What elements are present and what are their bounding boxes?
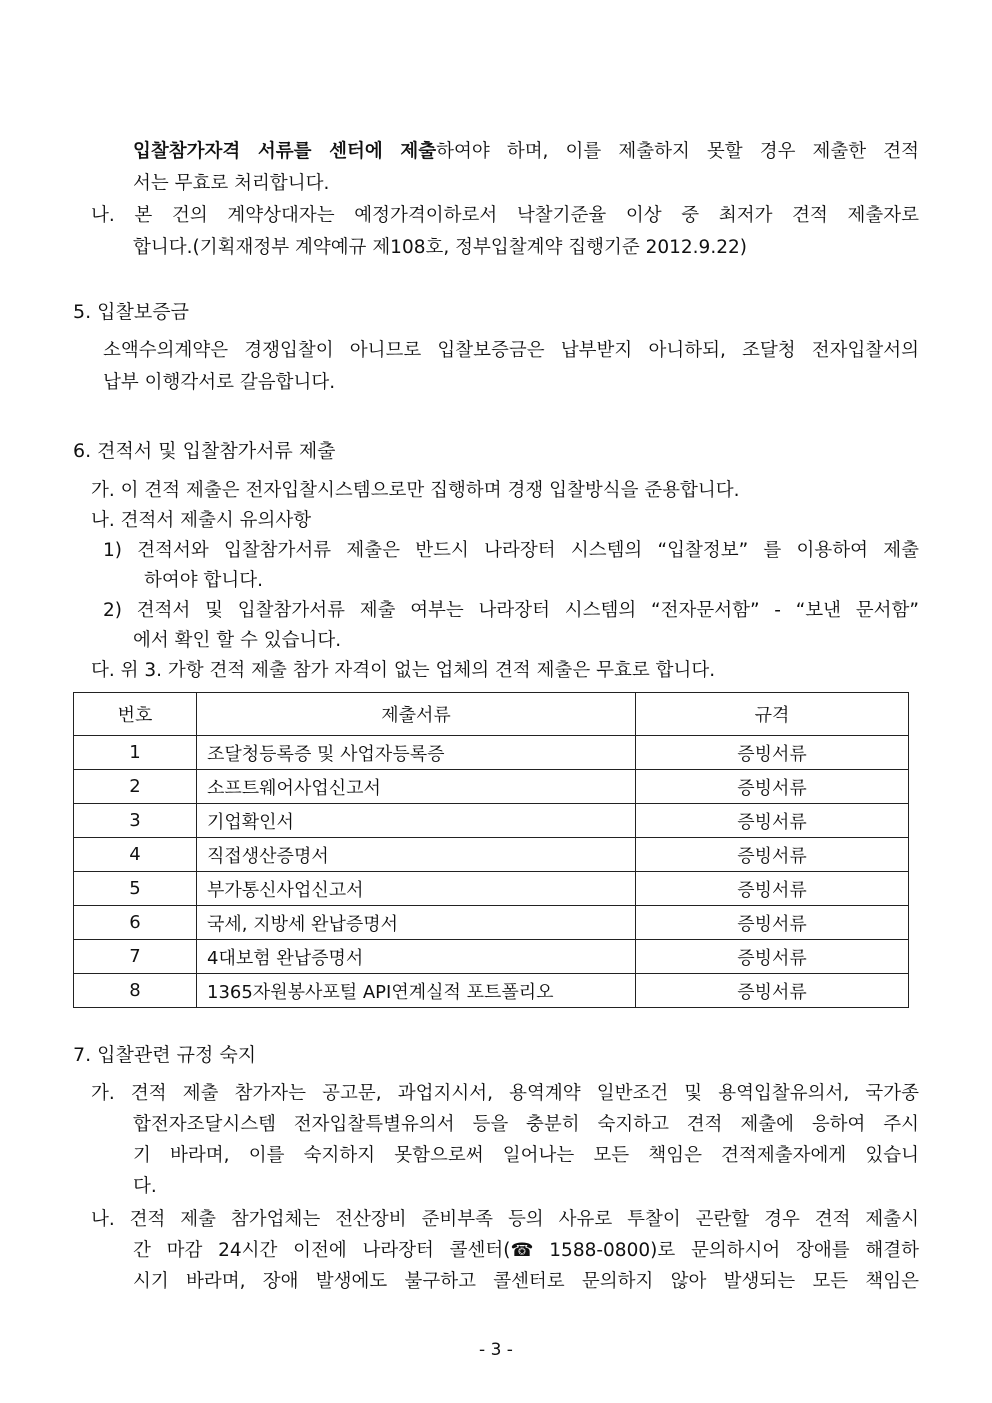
section-7-na-line-3: 시기 바라며, 장애 발생에도 불구하고 콜센터로 문의하지 않아 발생되는 모든 책임은 — [133, 1271, 919, 1292]
row-document: 1365자원봉사포털 API연계실적 포트폴리오 — [197, 974, 636, 1008]
intro-na-line-2: 합니다.(기획재정부 계약예규 제108호, 정부입찰계약 집행기준 2012.9.22) — [133, 237, 747, 258]
table-row — [74, 736, 909, 770]
section-7-na-line-1: 나. 견적 제출 참가업체는 전산장비 준비부족 등의 사유로 투찰이 곤란할 경우 견적 제출시 — [91, 1209, 919, 1230]
section-6-ga: 가. 이 견적 제출은 전자입찰시스템으로만 집행하며 경쟁 입찰방식을 준용합니다. — [91, 480, 740, 501]
table-header-row — [74, 693, 909, 736]
row-spec: 증빙서류 — [636, 940, 909, 974]
section-7-ga-line-1: 가. 견적 제출 참가자는 공고문, 과업지시서, 용역계약 일반조건 및 용역입찰유의서, 국가종 — [91, 1083, 919, 1104]
section-5-heading: 5. 입찰보증금 — [73, 301, 189, 323]
row-number: 2 — [74, 770, 197, 804]
row-document: 부가통신사업신고서 — [197, 872, 636, 906]
row-spec: 증빙서류 — [636, 838, 909, 872]
section-5-line-2: 납부 이행각서로 갈음합니다. — [103, 372, 336, 393]
section-6-na: 나. 견적서 제출시 유의사항 — [91, 510, 312, 531]
section-7-heading: 7. 입찰관련 규정 숙지 — [73, 1044, 257, 1066]
table-row — [74, 838, 909, 872]
row-number: 1 — [74, 736, 197, 770]
row-spec: 증빙서류 — [636, 804, 909, 838]
table-row — [74, 872, 909, 906]
row-spec: 증빙서류 — [636, 872, 909, 906]
intro-rest-text: 하여야 하며, 이를 제출하지 못할 경우 제출한 견적 — [436, 141, 919, 162]
section-6-item-1-line-2: 하여야 합니다. — [144, 570, 263, 591]
section-7-ga-line-4: 다. — [133, 1176, 157, 1197]
table-row — [74, 940, 909, 974]
row-number: 8 — [74, 974, 197, 1008]
intro-line-2: 서는 무효로 처리합니다. — [133, 173, 330, 194]
row-document: 직접생산증명서 — [197, 838, 636, 872]
section-7-ga-line-3: 기 바라며, 이를 숙지하지 못함으로써 일어나는 모든 책임은 견적제출자에게 있습니 — [133, 1145, 919, 1166]
row-document: 국세, 지방세 완납증명서 — [197, 906, 636, 940]
intro-na-line-1: 나. 본 건의 계약상대자는 예정가격이하로서 낙찰기준율 이상 중 최저가 견적 제출자로 — [91, 205, 919, 226]
table-row — [74, 974, 909, 1008]
row-spec: 증빙서류 — [636, 736, 909, 770]
table-header-spec: 규격 — [636, 693, 909, 736]
row-document: 4대보험 완납증명서 — [197, 940, 636, 974]
section-6-item-1-line-1: 1) 견적서와 입찰참가서류 제출은 반드시 나라장터 시스템의 “입찰정보” 를 이용하여 제출 — [103, 540, 919, 561]
row-number: 5 — [74, 872, 197, 906]
row-number: 6 — [74, 906, 197, 940]
phone-icon: ☎ — [510, 1240, 534, 1261]
row-spec: 증빙서류 — [636, 770, 909, 804]
row-spec: 증빙서류 — [636, 906, 909, 940]
section-6-heading: 6. 견적서 및 입찰참가서류 제출 — [73, 440, 336, 462]
page-number: - 3 - — [479, 1340, 513, 1360]
section-7-na-line-2 — [133, 1242, 919, 1261]
section-5-line-1: 소액수의계약은 경쟁입찰이 아니므로 입찰보증금은 납부받지 아니하되, 조달청 전자입찰서의 — [103, 340, 919, 361]
table-header-number: 번호 — [74, 693, 197, 736]
na-line-2-text-b: 1588-0800)로 문의하시어 장애를 해결하 — [533, 1240, 919, 1261]
na-line-2-text-a: 간 마감 24시간 이전에 나라장터 콜센터( — [133, 1240, 511, 1261]
intro-line-1 — [133, 143, 919, 162]
row-document: 조달청등록증 및 사업자등록증 — [197, 736, 636, 770]
row-document: 기업확인서 — [197, 804, 636, 838]
section-6-item-2-line-1: 2) 견적서 및 입찰참가서류 제출 여부는 나라장터 시스템의 “전자문서함” - “보낸 문서함” — [103, 600, 919, 621]
submission-documents-table — [73, 692, 909, 1008]
section-6-da: 다. 위 3. 가항 견적 제출 참가 자격이 없는 업체의 견적 제출은 무효로 합니다. — [91, 660, 716, 681]
table-row — [74, 804, 909, 838]
row-number: 3 — [74, 804, 197, 838]
section-6-item-2-line-2: 에서 확인 할 수 있습니다. — [133, 630, 342, 651]
row-document: 소프트웨어사업신고서 — [197, 770, 636, 804]
table-header-document: 제출서류 — [197, 693, 636, 736]
row-number: 4 — [74, 838, 197, 872]
row-number: 7 — [74, 940, 197, 974]
intro-bold-text: 입찰참가자격 서류를 센터에 제출 — [133, 141, 437, 162]
table-row — [74, 906, 909, 940]
table-row — [74, 770, 909, 804]
row-spec: 증빙서류 — [636, 974, 909, 1008]
section-7-ga-line-2: 합전자조달시스템 전자입찰특별유의서 등을 충분히 숙지하고 견적 제출에 응하여 주시 — [133, 1114, 919, 1135]
